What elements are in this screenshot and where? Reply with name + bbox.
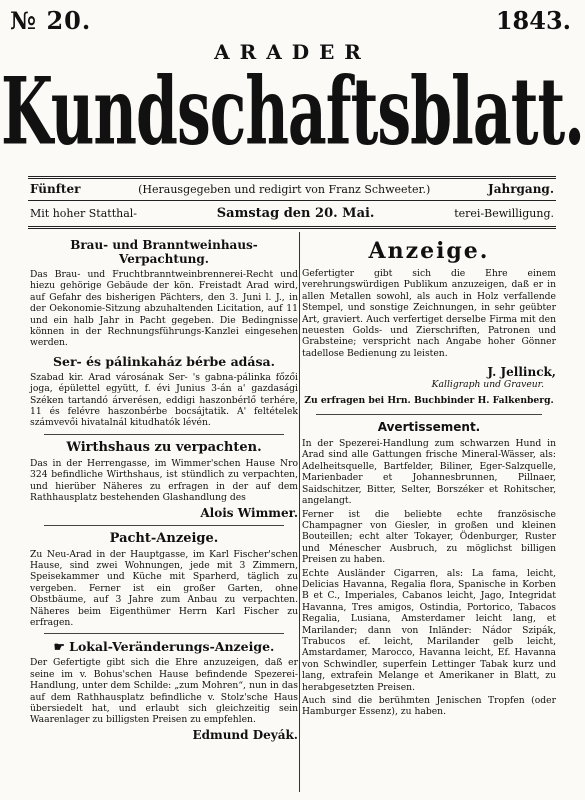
separator — [44, 633, 284, 634]
editor-line: (Herausgegeben und redigirt von Franz Schweeter.) — [138, 182, 431, 196]
masthead-rule-top — [28, 176, 556, 179]
masthead-rule-mid — [28, 200, 556, 201]
rent-notice-text: Zu Neu-Arad in der Hauptgasse, im Karl Fischer'schen Hause, sind zwei Wohnungen, jede mit 3 Zimmern, Speisekammer und Küche mit Sparherd, täglich zu vergeben. Ferner ist ein großer Garten, ohne Obstbäume, auf 3 Jahre zum Anbau zu verpachten. Näheres beim Eigenthümer Herrn Karl Fischer zu erfragen. — [30, 548, 298, 628]
right-column — [302, 238, 556, 718]
hungarian-lease-heading: Ser- és pálinkaház bérbe adása. — [52, 353, 276, 369]
relocation-signature: Edmund Deyák. — [192, 727, 298, 742]
issue-year: 1843. — [495, 6, 571, 35]
inn-lease-text: Das in der Herrengasse, im Wimmer'schen Hause Nro 324 befindliche Wirthshaus, ist stündlich zu verpachten, und hierüber Näheres zu erfragen in der auf dem Rathhausplatz bestehenden Glashandlung des — [30, 457, 298, 504]
drops-text: Auch sind die berühmten Jenischen Tropfen (oder Hamburger Essenz), zu haben. — [302, 695, 556, 718]
date-line — [30, 206, 554, 221]
issue-date: Samstag den 20. Mai. — [216, 206, 375, 221]
inn-lease-signature: Alois Wimmer. — [200, 505, 298, 520]
pointing-hand-icon: ☛ — [53, 639, 70, 655]
volume-label: Fünfter — [30, 182, 81, 196]
brewery-lease-text: Das Brau- und Fruchtbranntweinbrennerei-Recht und hiezu gehörige Gebäude der kön. Freistadt Arad wird, auf Gefahr des bisherigen Pächters, den 3. Juni l. J., in der Oekonomie-Sitzung abzuhaltenden Licitation, auf 11 und ein halb Jahr in Pacht gegeben. Die Bedingnisse können in der Rechnungsführungs-Kanzlei eingesehen werden. — [30, 269, 298, 349]
announcement-heading: Anzeige. — [368, 238, 490, 264]
approval-end: terei-Bewilligung. — [454, 207, 554, 220]
engraver-title: Kalligraph und Graveur. — [431, 379, 544, 391]
relocation-text: Der Gefertigte gibt sich die Ehre anzuzeigen, daß er seine im v. Bohus'schen Hause befindende Spezerei-Handlung, unter dem Schilde: „zum Mohren“, nun in das auf dem Rathhausplatz befindliche v. Stolz'sche Haus übersiedelt hat, und erlaubt sich gleichzeitig sein Waarenlager zu billigsten Preisen zu empfehlen. — [30, 657, 298, 726]
engraver-signature: J. Jellinck, — [487, 365, 556, 380]
relocation-heading-text: Lokal-Veränderungs-Anzeige. — [69, 639, 275, 655]
engraver-text: Gefertigter gibt sich die Ehre einem verehrungswürdigen Publikum anzuzeigen, daß er in allen Metallen sowohl, als auch in Holz verfallende Stempel, und sonstige Zeichnungen, in sehr geübter Art, graviert. Auch verfertiget derselbe Firma mit den neuesten Golds- und Zierschriften, Patronen und Grabsteine; verspricht nach Angabe hoher Gönner tadellose Bedienung zu leisten. — [302, 268, 556, 359]
separator — [44, 525, 284, 526]
relocation-heading — [30, 639, 298, 654]
separator — [316, 414, 542, 415]
wine-text: Ferner ist die beliebte echte französische Champagner von Giesler, in großen und kleinen Bouteillen; echt alter Tokayer, Ödenburger, Ruster und Ménescher Ausbruch, zu möglichst billigen Preisen zu haben. — [302, 508, 556, 566]
masthead-kicker: ARADER — [214, 40, 371, 64]
approval-start: Mit hoher Statthal- — [30, 207, 137, 220]
rent-notice-heading: Pacht-Anzeige. — [109, 530, 219, 546]
newspaper-title: Kundschaftsblatt. — [0, 58, 585, 167]
brewery-lease-heading: Brau- und Branntweinhaus-Verpachtung. — [70, 238, 258, 266]
mineral-water-text: In der Spezerei-Handlung zum schwarzen Hund in Arad sind alle Gattungen frische Mineral-Wässer, als: Adelheitsquelle, Bartfelder, Biliner, Eger-Salzquelle, Marienbader et Johannesbrunnen, Pillnaer, Saidschitzer, Bitter, Selter, Borszéker et Rohitscher, angelangt. — [302, 438, 556, 507]
avertissement-heading: Avertissement. — [377, 420, 481, 435]
issue-number: № 20. — [10, 6, 92, 35]
engraver-note: Zu erfragen bei Hrn. Buchbinder H. Falkenberg. — [304, 394, 554, 406]
volume-word: Jahrgang. — [488, 182, 554, 196]
separator — [44, 434, 284, 435]
cigar-text: Echte Ausländer Cigarren, als: La fama, leicht, Delicias Havanna, Regalia flora, Spanische in Korben B et C., Imperiales, Cabanos leicht, Jago, Integridat Havanna, Tres amigos, Ostindia, Portorico, Tabacos Regalia, Lusiana, Amsterdamer leicht lang, et Marilander; dann von Inländer: Nádor Szipák, Trabucos ef. leicht, Marilander gelb leicht, Amstardamer, Marocco, Havanna leicht, Ef. Havanna von Schwindler, superfein Lettinger Tabak kurz und lang, extrafein Melange et Amerikaner in Blatt, zu herabgesetzten Preisen. — [302, 567, 556, 693]
edition-line — [30, 182, 554, 196]
masthead-rule-bottom — [28, 226, 556, 229]
inn-lease-heading: Wirthshaus zu verpachten. — [66, 439, 262, 455]
left-column — [30, 238, 298, 742]
hungarian-lease-text: Szabad kir. Arad városának Ser- 's gabna-pálinka főzői joga, épülettel együtt, f. évi Junius 3-án a' gazdasági Széken tartandó árverésen, eddigi haszonbérlő terhére, 11 és felévre haszonbérbe bocsájtatik. A' feltételek számvevői hivatalnál kitudhatók lévén. — [30, 371, 298, 429]
column-divider — [299, 232, 300, 792]
